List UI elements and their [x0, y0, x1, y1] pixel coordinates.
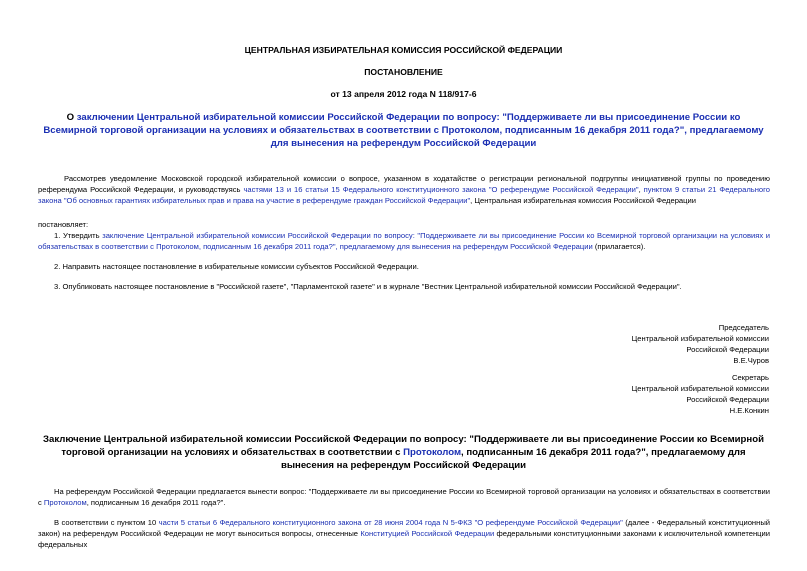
conclusion-link[interactable]: заключение Центральной избирательной комиссии Российской Федерации по вопросу: "Поддерживаете ли вы присоединение России ко Всемирной торговой организации на условиях и обязательствах в соответствии с Протоколом, подписанным 16 декабря 2011 года?", предлагаемому для вынесения на референдум Российской Федерации — [38, 231, 771, 251]
protocol-link-2[interactable]: Протоколом — [43, 498, 87, 507]
conclusion-p1-text-2: , подписанным 16 декабря 2011 года?". — [86, 498, 226, 507]
conclusion-p2-text-3: федеральными конституционными законами к исключительной компетенции федеральных — [38, 529, 770, 549]
secretary-name: Н.Е.Конкин — [729, 406, 769, 415]
preamble-text-2: , — [638, 185, 644, 194]
secretary-signature — [469, 372, 769, 416]
preamble-text-3: , Центральная избирательная комиссия Российской Федерации — [470, 196, 696, 205]
conclusion-p1-text-1: На референдум Российской Федерации предлагается вынести вопрос: "Поддерживаете ли вы присоединение России ко Всемирной торговой организации на условиях и обязательствах в соответствии с — [38, 487, 770, 507]
resolves-label: постановляет: — [38, 220, 89, 229]
conclusion-title-text-1: Заключение Центральной избирательной комиссии Российской Федерации по вопросу: "Поддерживаете ли вы присоединение России ко Всемирной торговой организации на условиях и обязательствах в соответствии с — [43, 434, 764, 458]
org-heading: ЦЕНТРАЛЬНАЯ ИЗБИРАТЕЛЬНАЯ КОМИССИЯ РОССИЙСКОЙ ФЕДЕРАЦИИ — [244, 45, 563, 55]
preamble-text-1: Рассмотрев уведомление Московской городской избирательной комиссии о вопросе, указанном в ходатайстве о регистрации региональной подгруппы инициативной группы по проведению референдума Российской Федерации, и руководствуясь — [38, 174, 770, 194]
constitution-link[interactable]: Конституцией Российской Федерации — [360, 529, 495, 538]
protocol-link[interactable]: Протоколом — [403, 447, 462, 458]
chair-signature — [469, 322, 769, 366]
chair-name: В.Е.Чуров — [733, 356, 769, 365]
item-1-prefix: 1. Утвердить — [54, 231, 103, 240]
conclusion-title — [40, 433, 767, 472]
conclusion-p2-text-1: В соответствии с пунктом 10 — [54, 518, 159, 527]
date-number: от 13 апреля 2012 года N 118/917-6 — [330, 89, 477, 99]
secretary-role: Секретарь — [731, 373, 769, 382]
secretary-org-line2: Российской Федерации — [686, 395, 769, 404]
resolution-title — [40, 111, 767, 150]
title-link[interactable]: заключении Центральной избирательной комиссии Российской Федерации по вопросу: "Поддерживаете ли вы присоединение России ко Всемирной торговой организации на условиях и обязательствах в соответствии с Протоколом, подписанным 16 декабря 2011 года?", предлагаемому для вынесения на референдум Российской Федерации — [43, 112, 764, 149]
chair-role: Председатель — [718, 323, 769, 332]
chair-org-line2: Российской Федерации — [686, 345, 769, 354]
chair-org-line1: Центральной избирательной комиссии — [631, 334, 769, 343]
item-1 — [38, 230, 770, 252]
secretary-org-line1: Центральной избирательной комиссии — [631, 384, 769, 393]
conclusion-p2-text-2: (далее - Федеральный конституционный закон) на референдум Российской Федерации не могут выноситься вопросы, отнесенные — [38, 518, 771, 538]
item-1-suffix: (прилагается). — [592, 242, 646, 251]
item-3: 3. Опубликовать настоящее постановление в "Российской газете", "Парламентской газете" и в журнале "Вестник Центральной избирательной комиссии Российской Федерации". — [54, 282, 682, 291]
law-link-guarantees[interactable]: пунктом 9 статьи 21 Федерального закона "Об основных гарантиях избирательных прав и права на участие в референдуме граждан Российской Федерации" — [38, 185, 770, 205]
law-link-referendum[interactable]: частями 13 и 16 статьи 15 Федерального конституционного закона "О референдуме Российской Федерации" — [243, 185, 639, 194]
doc-type-heading: ПОСТАНОВЛЕНИЕ — [364, 67, 443, 77]
conclusion-title-text-2: , подписанным 16 декабря 2011 года?", предлагаемому для вынесения на референдум Российской Федерации — [280, 447, 746, 471]
title-prefix: О — [66, 112, 77, 123]
conclusion-paragraph-2 — [38, 517, 770, 550]
conclusion-paragraph-1 — [38, 486, 770, 508]
preamble-paragraph — [38, 173, 770, 206]
item-2: 2. Направить настоящее постановление в избирательные комиссии субъектов Российской Федерации. — [54, 262, 419, 271]
law-link-fkz[interactable]: части 5 статьи 6 Федерального конституционного закона от 28 июня 2004 года N 5-ФКЗ "О референдуме Российской Федерации" — [158, 518, 623, 527]
